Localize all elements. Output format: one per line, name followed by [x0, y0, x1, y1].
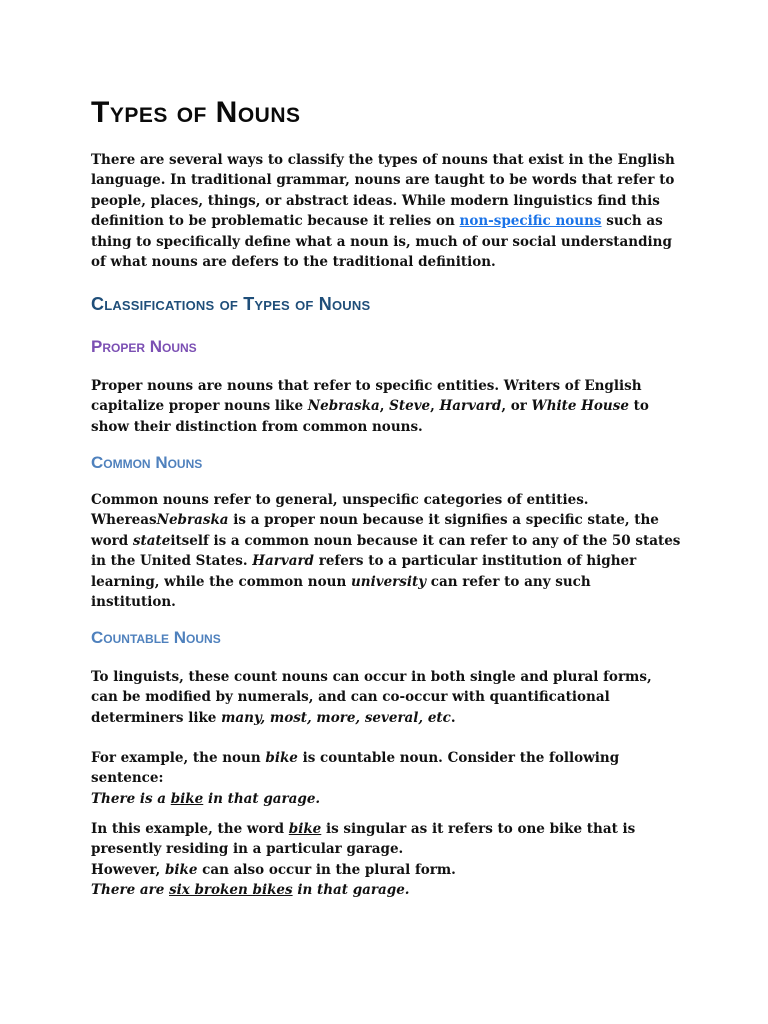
common-text: word	[91, 532, 133, 549]
sentence-text: in that garage.	[203, 790, 321, 807]
explanation-text: In this example, the word	[91, 821, 289, 837]
proper-line: show their distinction from common nouns.	[91, 418, 423, 435]
example-white-house: White House	[531, 398, 629, 415]
example-text: is countable noun. Consider the following	[297, 750, 620, 766]
countable-text: .	[450, 709, 456, 726]
proper-text: to	[628, 398, 649, 415]
intro-text: definition to be problematic because it relies on	[91, 213, 460, 230]
common-text: refers to a particular institution of higher	[314, 553, 637, 570]
explanation-line	[91, 819, 691, 839]
common-text: can refer to any such	[426, 573, 591, 590]
sentence-text: There is a	[91, 790, 171, 807]
page-title: Types of Nouns	[91, 96, 301, 129]
common-line: Common nouns refer to general, unspecific categories of entities.	[91, 492, 589, 508]
intro-line	[91, 211, 691, 231]
example-bike: bike	[164, 861, 198, 878]
countable-line	[91, 708, 691, 728]
explanation-text: can also occur in the plural form.	[197, 861, 456, 878]
explanation-keyword: bike	[288, 821, 322, 837]
common-line	[91, 510, 691, 530]
proper-text: capitalize proper nouns like	[91, 398, 308, 415]
countable-text: determiners like	[91, 709, 222, 726]
example-line	[91, 748, 691, 768]
example-nebraska: Nebraska	[307, 398, 380, 415]
non-specific-nouns-link[interactable]: non-specific nouns	[459, 213, 602, 230]
intro-line: thing to specifically define what a noun is, much of our social understanding	[91, 233, 672, 250]
intro-line: people, places, things, or abstract ideas. While modern linguistics find this	[91, 192, 660, 209]
example-sentence-singular	[91, 789, 691, 809]
intro-line: There are several ways to classify the types of nouns that exist in the English	[91, 152, 675, 168]
proper-text: ,	[379, 398, 390, 415]
example-line: sentence:	[91, 770, 164, 787]
sentence-text: in that garage.	[292, 882, 410, 899]
example-text: For example, the noun	[91, 750, 266, 766]
common-nouns-heading: Common Nouns	[91, 453, 203, 472]
example-harvard: Harvard	[439, 398, 502, 415]
intro-text: such as	[601, 213, 663, 230]
intro-paragraph	[91, 150, 691, 272]
common-text: learning, while the common noun	[91, 573, 351, 590]
common-text: Whereas	[91, 512, 157, 529]
example-intro-paragraph	[91, 748, 691, 809]
example-determiners: many, most, more, several, etc	[221, 709, 451, 726]
countable-line: can be modified by numerals, and can co-occur with quantificational	[91, 689, 610, 706]
proper-line: Proper nouns are nouns that refer to specific entities. Writers of English	[91, 378, 642, 394]
intro-line: language. In traditional grammar, nouns are taught to be words that refer to	[91, 172, 675, 189]
common-line	[91, 572, 691, 592]
proper-line	[91, 396, 691, 416]
intro-line: of what nouns are defers to the traditional definition.	[91, 254, 496, 271]
example-harvard: Harvard	[252, 553, 314, 570]
common-line: institution.	[91, 594, 176, 611]
explanation-line: presently residing in a particular garage.	[91, 841, 404, 858]
common-text: itself is a common noun because it can refer to any of the 50 states	[170, 532, 681, 549]
sentence-keyword: six broken bikes	[169, 882, 293, 899]
common-line	[91, 551, 691, 571]
example-steve: Steve	[389, 398, 431, 415]
common-line	[91, 531, 691, 551]
example-sentence-plural	[91, 880, 691, 900]
common-nouns-paragraph	[91, 490, 691, 612]
common-text: in the United States.	[91, 553, 253, 570]
countable-nouns-paragraph	[91, 667, 691, 728]
countable-nouns-heading: Countable Nouns	[91, 628, 221, 647]
sentence-keyword: bike	[170, 790, 204, 807]
proper-nouns-paragraph	[91, 376, 691, 437]
proper-text: ,	[430, 398, 440, 415]
proper-nouns-heading: Proper Nouns	[91, 337, 197, 356]
example-bike: bike	[265, 750, 298, 766]
explanation-line	[91, 860, 691, 880]
example-university: university	[350, 573, 427, 590]
explanation-text: However,	[91, 861, 165, 878]
example-explanation-paragraph	[91, 819, 691, 901]
explanation-text: is singular as it refers to one bike that is	[321, 821, 636, 837]
proper-text: , or	[501, 398, 532, 415]
sentence-text: There are	[91, 882, 170, 899]
classifications-heading: Classifications of Types of Nouns	[91, 294, 371, 314]
example-state: state	[132, 532, 171, 549]
common-text: is a proper noun because it signifies a specific state, the	[228, 512, 659, 529]
countable-line: To linguists, these count nouns can occur in both single and plural forms,	[91, 669, 652, 685]
example-nebraska: Nebraska	[156, 512, 229, 529]
